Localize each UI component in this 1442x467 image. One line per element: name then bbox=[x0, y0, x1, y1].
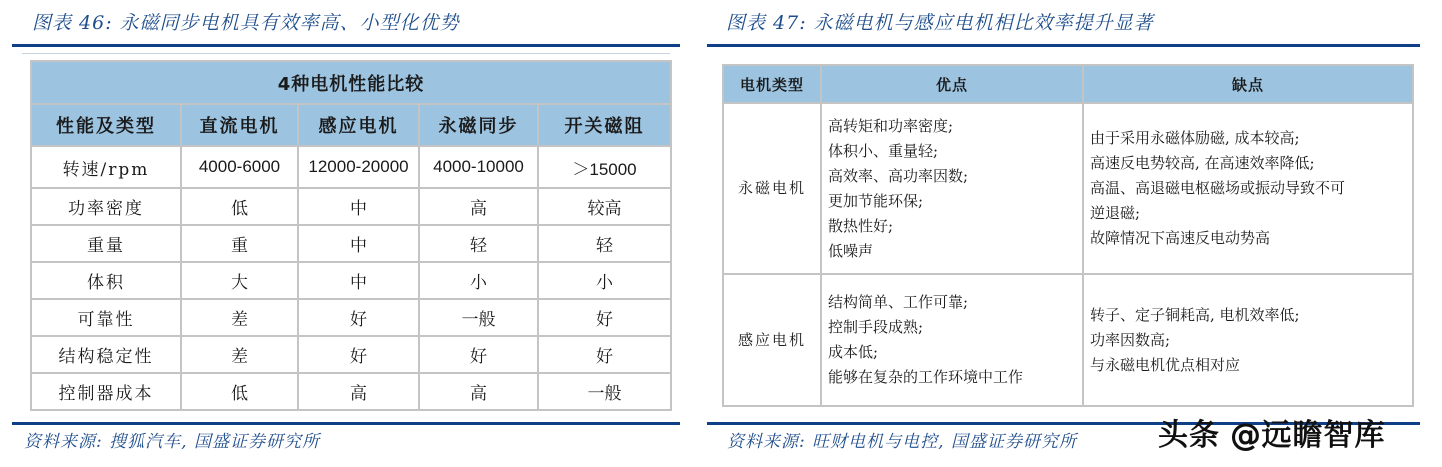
left-title-rule bbox=[12, 44, 680, 47]
row-label: 控制器成本 bbox=[31, 373, 181, 410]
table-cell: 高 bbox=[298, 373, 419, 410]
motor-performance-table bbox=[30, 60, 672, 411]
row-label: 重量 bbox=[31, 225, 181, 262]
row-label: 结构稳定性 bbox=[31, 336, 181, 373]
header-dc-motor: 直流电机 bbox=[181, 104, 298, 146]
table-cell: 4000-10000 bbox=[419, 146, 538, 188]
header-pm-synchronous: 永磁同步 bbox=[419, 104, 538, 146]
table-cell: 高 bbox=[419, 373, 538, 410]
table-cell: 一般 bbox=[538, 373, 671, 410]
left-figure-title: 图表 46: 永磁同步电机具有效率高、小型化优势 bbox=[32, 12, 460, 34]
table-cell: 中 bbox=[298, 225, 419, 262]
table-cell: 低 bbox=[181, 373, 298, 410]
disadvantages-cell bbox=[1083, 103, 1413, 274]
list-item: 与永磁电机优点相对应 bbox=[1090, 355, 1241, 374]
table-row bbox=[31, 225, 671, 262]
table-cell: 12000-20000 bbox=[298, 146, 419, 188]
table-cell: 小 bbox=[419, 262, 538, 299]
left-source-rule bbox=[12, 422, 680, 425]
right-figure-title: 图表 47: 永磁电机与感应电机相比效率提升显著 bbox=[726, 12, 1154, 34]
list-item: 体积小、重量轻; bbox=[828, 141, 939, 160]
header-switched-reluctance: 开关磁阻 bbox=[538, 104, 671, 146]
header-performance-type: 性能及类型 bbox=[31, 104, 181, 146]
row-label: 体积 bbox=[31, 262, 181, 299]
row-label: 功率密度 bbox=[31, 188, 181, 225]
list-item: 高速反电势较高, 在高速效率降低; bbox=[1090, 154, 1315, 172]
table-cell: 重 bbox=[181, 225, 298, 262]
table-cell: 差 bbox=[181, 299, 298, 336]
table-cell: 低 bbox=[181, 188, 298, 225]
list-item: 更加节能环保; bbox=[828, 191, 924, 210]
table-cell: 好 bbox=[298, 299, 419, 336]
header-advantages: 优点 bbox=[821, 65, 1083, 103]
table-cell: 好 bbox=[298, 336, 419, 373]
list-item: 成本低; bbox=[828, 343, 879, 361]
table-cell: 轻 bbox=[419, 225, 538, 262]
header-induction-motor: 感应电机 bbox=[298, 104, 419, 146]
disadvantages-cell bbox=[1083, 274, 1413, 406]
right-title-rule bbox=[707, 44, 1420, 47]
table-row bbox=[31, 188, 671, 225]
motor-pros-cons-table bbox=[722, 64, 1414, 407]
table-cell: 高 bbox=[419, 188, 538, 225]
list-item: 由于采用永磁体励磁, 成本较高; bbox=[1090, 129, 1300, 147]
table-row bbox=[31, 373, 671, 410]
header-disadvantages: 缺点 bbox=[1083, 65, 1413, 103]
watermark: 头条 @远瞻智库 bbox=[1158, 418, 1386, 453]
table-row bbox=[723, 103, 1413, 274]
table-cell: 中 bbox=[298, 188, 419, 225]
list-item: 高效率、高功率因数; bbox=[828, 166, 969, 185]
table-cell: 轻 bbox=[538, 225, 671, 262]
table-cell: 大 bbox=[181, 262, 298, 299]
list-item: 控制手段成熟; bbox=[828, 318, 924, 336]
motor-type-cell: 感应电机 bbox=[723, 274, 821, 406]
table-row bbox=[31, 299, 671, 336]
table-cell: 4000-6000 bbox=[181, 146, 298, 188]
list-item: 低噪声 bbox=[828, 241, 874, 260]
advantages-cell bbox=[821, 274, 1083, 406]
motor-type-cell: 永磁电机 bbox=[723, 103, 821, 274]
list-item: 逆退磁; bbox=[1090, 204, 1141, 222]
table-cell: ＞15000 bbox=[538, 146, 671, 188]
row-label: 可靠性 bbox=[31, 299, 181, 336]
header-motor-type: 电机类型 bbox=[723, 65, 821, 103]
table-row bbox=[31, 146, 671, 188]
left-source-note: 资料来源: 搜狐汽车, 国盛证券研究所 bbox=[24, 432, 320, 452]
list-item: 高温、高退磁电枢磁场或振动导致不可 bbox=[1090, 179, 1346, 197]
list-item: 高转矩和功率密度; bbox=[828, 116, 954, 135]
table-cell: 差 bbox=[181, 336, 298, 373]
table-caption: 4种电机性能比较 bbox=[31, 61, 671, 104]
table-cell: 好 bbox=[538, 336, 671, 373]
list-item: 故障情况下高速反电动势高 bbox=[1090, 229, 1271, 247]
list-item: 功率因数高; bbox=[1090, 330, 1171, 349]
table-cell: 一般 bbox=[419, 299, 538, 336]
advantages-cell bbox=[821, 103, 1083, 274]
table-cell: 好 bbox=[538, 299, 671, 336]
table-row bbox=[723, 274, 1413, 406]
left-inner-rule bbox=[22, 53, 670, 54]
table-cell: 较高 bbox=[538, 188, 671, 225]
table-cell: 好 bbox=[419, 336, 538, 373]
table-cell: 中 bbox=[298, 262, 419, 299]
row-label: 转速/rpm bbox=[31, 146, 181, 188]
list-item: 散热性好; bbox=[828, 216, 894, 235]
list-item: 结构简单、工作可靠; bbox=[828, 293, 969, 311]
table-row bbox=[31, 336, 671, 373]
right-source-note: 资料来源: 旺财电机与电控, 国盛证券研究所 bbox=[727, 432, 1077, 452]
list-item: 能够在复杂的工作环境中工作 bbox=[828, 368, 1024, 386]
table-cell: 小 bbox=[538, 262, 671, 299]
table-row bbox=[31, 262, 671, 299]
list-item: 转子、定子铜耗高, 电机效率低; bbox=[1090, 305, 1300, 324]
